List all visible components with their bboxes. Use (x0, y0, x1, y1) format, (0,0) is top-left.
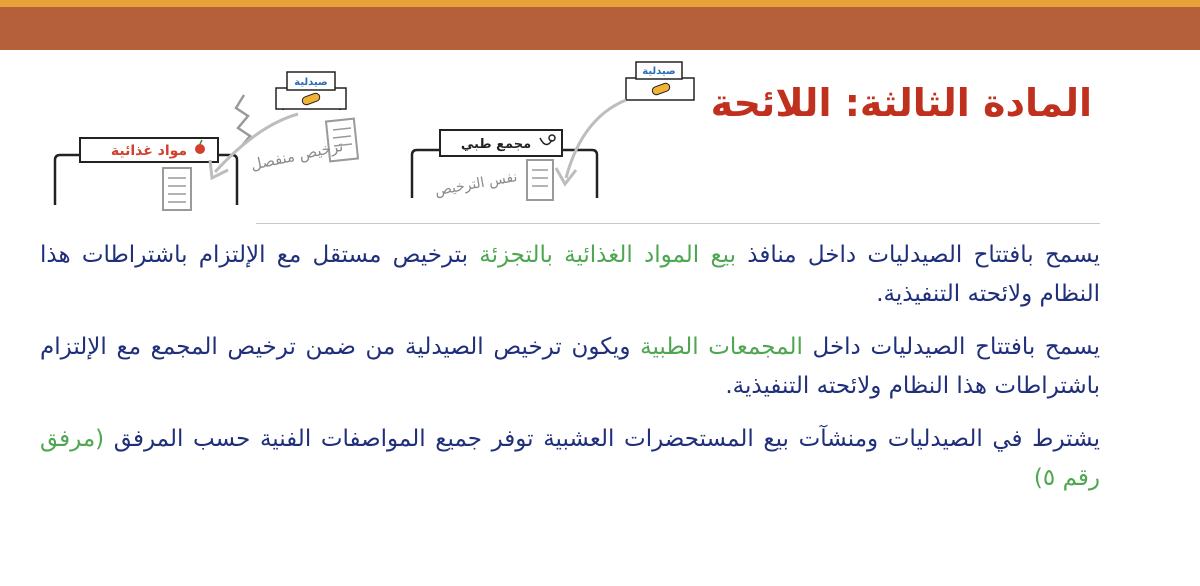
separate-license-label: ترخيص منفصل (249, 136, 345, 174)
paragraph-food-outlets (40, 236, 1100, 314)
paragraph-medical-complexes (40, 328, 1100, 406)
paragraph-text: ويكون ترخيص الصيدلية من ضمن ترخيص المجمع مع الإلتزام باشتراطات هذا النظام ولائحته التنفيذية. (40, 334, 1100, 399)
document-icon (163, 168, 191, 210)
food-store-sign: مواد غذائية (110, 143, 188, 159)
document-icon (527, 160, 553, 200)
same-license-label: نفس الترخيص (433, 169, 519, 200)
paragraph-text: يسمح بافتتاح الصيدليات داخل منافذ (736, 242, 1101, 268)
separate-pharmacy-illustration (210, 72, 358, 178)
top-accent-stripe (0, 0, 1200, 7)
pharmacy-sign: صيدلية (294, 77, 328, 88)
pharmacy-sign: صيدلية (642, 66, 676, 77)
highlight-text: (مرفق رقم ٥) (40, 426, 1100, 491)
illustration (0, 50, 676, 230)
header-bar (0, 7, 1200, 50)
highlight-text: المجمعات الطبية (640, 334, 803, 360)
paragraph-text: يسمح بافتتاح الصيدليات داخل (802, 334, 1100, 360)
paragraph-text: يشترط في الصيدليات ومنشآت بيع المستحضرات العشبية توفر جميع المواصفات الفنية حسب المرفق (104, 426, 1100, 452)
highlight-text: بيع المواد الغذائية بالتجزئة (479, 242, 737, 268)
paragraph-herbal-specs (40, 420, 1100, 498)
slide-title: المادة الثالثة: اللائحة (710, 81, 1092, 125)
slide-body (40, 236, 1100, 512)
section-divider (256, 223, 1100, 224)
complex-pharmacy-illustration (556, 62, 694, 184)
food-store-illustration (55, 138, 237, 210)
paragraph-text: بترخيص مستقل مع الإلتزام باشتراطات هذا النظام ولائحته التنفيذية. (40, 242, 1100, 307)
medical-complex-sign: مجمع طبي (460, 137, 532, 152)
